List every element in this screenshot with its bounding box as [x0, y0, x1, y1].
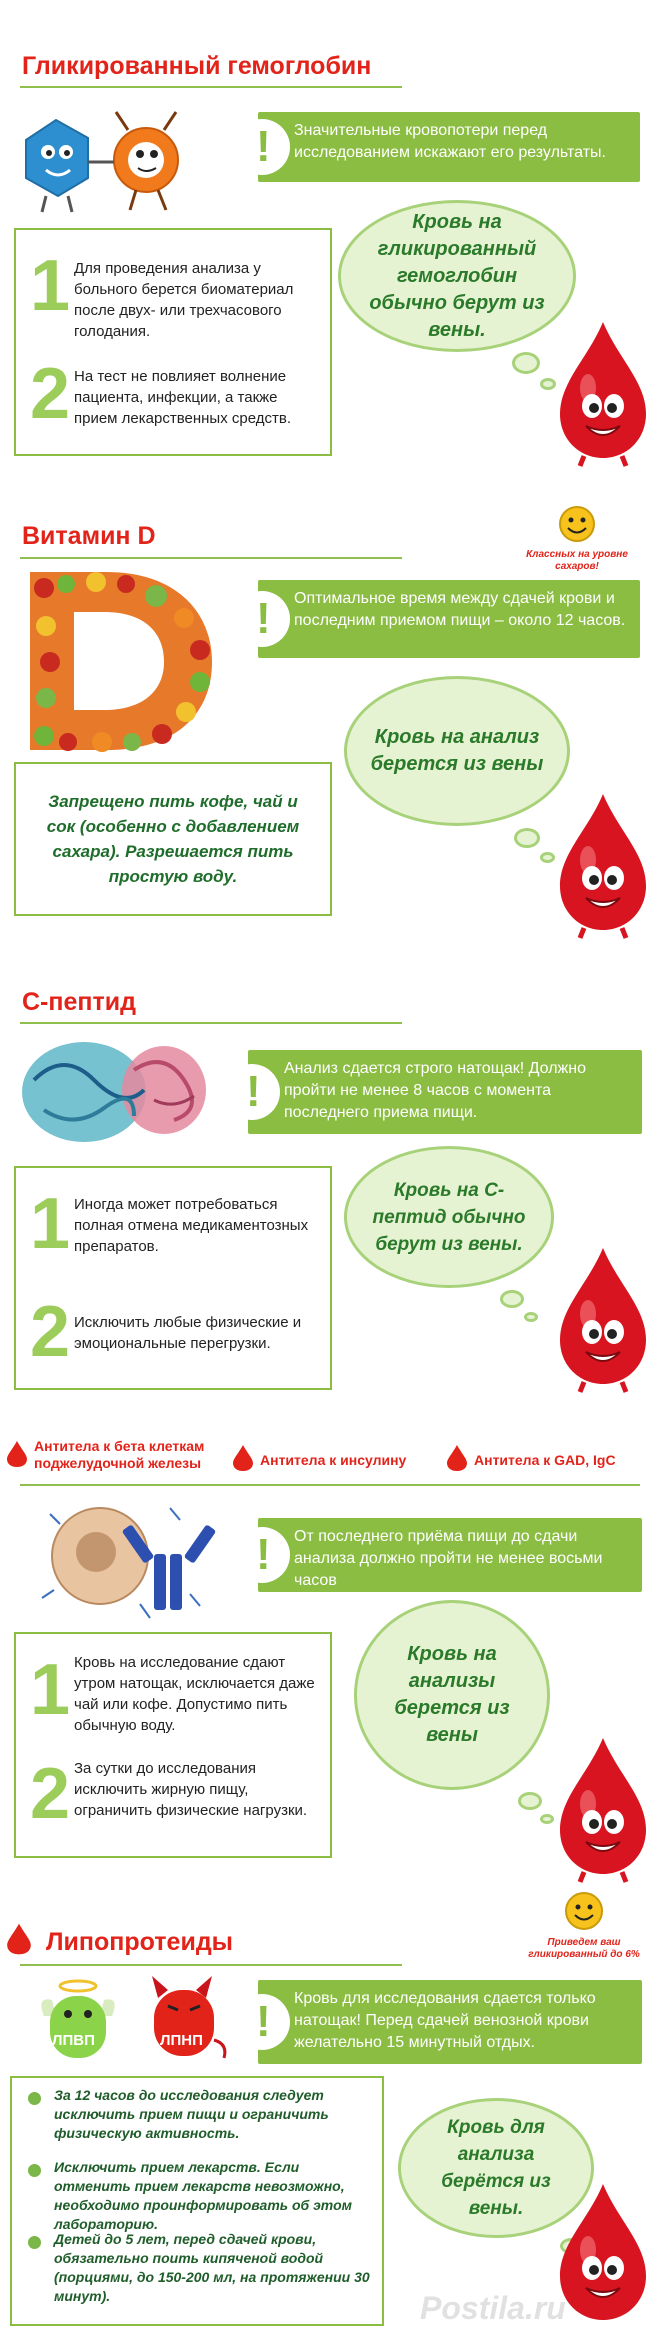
step-text: За сутки до исследования исключить жирную пищу, ограничить физические нагрузки.: [74, 1760, 308, 1819]
antibody-cell-image: [30, 1494, 230, 1626]
section-divider: [20, 1484, 640, 1486]
section-title-cpeptide: С-пептид: [22, 988, 136, 1016]
bullet-dot: [28, 2236, 41, 2249]
section-title-vitd: Витамин D: [22, 522, 156, 550]
blood-drop-icon: [232, 1444, 254, 1472]
section-underline: [20, 1964, 402, 1966]
ldl-label: ЛПНП: [160, 2032, 203, 2049]
warning-banner-vitd: [258, 580, 640, 658]
smiley-badge-hba1c: [518, 1890, 650, 1966]
warning-banner-hba1c: [258, 112, 640, 182]
step-number: 1: [30, 246, 71, 326]
blood-drop-mascot: [548, 1734, 658, 1884]
step-text: Иногда может потребоваться полная отмена медикаментозных препаратов.: [74, 1196, 309, 1255]
step-text: Исключить любые физические и эмоциональные перегрузки.: [74, 1314, 302, 1352]
step-number: 2: [30, 1754, 71, 1834]
section-title-lipo: Липопротеиды: [46, 1928, 234, 1956]
bullet-dot: [28, 2092, 41, 2105]
exclamation-icon: !: [234, 119, 290, 175]
steps-box-antibodies: [14, 1632, 332, 1858]
badge-text: Классных на уровне сахаров!: [526, 549, 628, 572]
blood-drop-icon: [6, 1440, 28, 1468]
badge-text: Приведем ваш гликированный до 6%: [528, 1937, 640, 1960]
blood-drop-icon: [6, 1922, 32, 1956]
step-number: 2: [30, 1292, 71, 1372]
blood-drop-mascot: [548, 318, 658, 468]
section-underline: [20, 86, 402, 88]
hdl-angel-image: [36, 1976, 120, 2068]
bubble-tail: [514, 828, 540, 848]
step-number: 2: [30, 354, 71, 434]
smiley-icon: [557, 504, 597, 544]
protein-structure-image: [14, 1030, 209, 1150]
bullet-text: Детей до 5 лет, перед сдачей крови, обязательно поить кипяченой водой (порциями, до 150-200 мл, на протяжении 30 минут).: [54, 2231, 370, 2304]
section-title-hba1c: Гликированный гемоглобин: [22, 52, 372, 80]
vitamin-d-letter-image: [16, 566, 221, 756]
steps-box-hba1c: [14, 228, 332, 456]
smiley-badge-sugar: [510, 504, 644, 572]
note-text: Запрещено пить кофе, чай и сок (особенно с добавлением сахара). Разрешается пить простую воду.: [46, 792, 300, 886]
thumbs-up-smiley-icon: [563, 1890, 605, 1932]
blood-drop-mascot: [548, 790, 658, 940]
speech-bubble-cpeptide: Кровь на С-пептид обычно берут из вены.: [344, 1146, 554, 1288]
bullets-box-lipo: [10, 2076, 384, 2326]
exclamation-icon: !: [224, 1064, 280, 1120]
watermark: Postila.ru: [420, 2290, 566, 2326]
antibody-label-gad: Антитела к GAD, IgC: [474, 1452, 616, 1468]
exclamation-icon: !: [234, 591, 290, 647]
molecule-characters-image: [16, 100, 196, 215]
warning-banner-antibodies: [258, 1518, 642, 1592]
blood-drop-mascot: [548, 1244, 658, 1394]
blood-drop-icon: [446, 1444, 468, 1472]
bullet-text: Исключить прием лекарств. Если отменить прием лекарств невозможно, необходимо проинформировать об этом лабораторию.: [54, 2159, 352, 2232]
step-text: Для проведения анализа у больного берется биоматериал после двух- или трехчасового голодания.: [74, 260, 294, 340]
banner-text: Кровь для исследования сдается только натощак! Перед сдачей венозной крови желательно 15 минутный отдых.: [294, 1990, 596, 2051]
banner-text: От последнего приёма пищи до сдачи анализа должно пройти не менее восьми часов: [294, 1528, 603, 1589]
speech-bubble-vitd: Кровь на анализ берется из вены: [344, 676, 570, 826]
warning-banner-lipo: [258, 1980, 642, 2064]
banner-text: Анализ сдается строго натощак! Должно пройти не менее 8 часов с момента последнего приема пищи.: [284, 1060, 586, 1121]
step-text: Кровь на исследование сдают утром натощак, исключается даже чай или кофе. Допустимо пить обычную воду.: [74, 1654, 315, 1734]
step-number: 1: [30, 1650, 71, 1730]
bullet-dot: [28, 2164, 41, 2177]
bubble-tail: [500, 1290, 524, 1308]
ldl-devil-image: [140, 1970, 230, 2070]
exclamation-icon: !: [234, 1527, 290, 1583]
speech-bubble-hba1c: Кровь на гликированный гемоглобин обычно берут из вены.: [338, 200, 576, 352]
steps-box-cpeptide: [14, 1166, 332, 1390]
speech-bubble-lipo: Кровь для анализа берётся из вены.: [398, 2098, 594, 2238]
bubble-tail: [518, 1792, 542, 1810]
bullet-text: За 12 часов до исследования следует исключить прием пищи и ограничить физическую активность.: [54, 2087, 329, 2141]
bubble-tail: [524, 1312, 538, 1322]
banner-text: Значительные кровопотери перед исследованием искажают его результаты.: [294, 122, 606, 161]
step-text: На тест не повлияет волнение пациента, инфекции, а также прием лекарственных средств.: [74, 368, 291, 427]
bubble-tail: [512, 352, 540, 374]
section-underline: [20, 557, 402, 559]
speech-bubble-antibodies: Кровь на анализы берется из вены: [354, 1600, 550, 1790]
step-number: 1: [30, 1184, 71, 1264]
section-underline: [20, 1022, 402, 1024]
hdl-label: ЛПВП: [52, 2032, 95, 2049]
exclamation-icon: !: [234, 1994, 290, 2050]
note-box-vitd: [14, 762, 332, 916]
banner-text: Оптимальное время между сдачей крови и последним приемом пищи – около 12 часов.: [294, 590, 626, 629]
antibody-label-insulin: Антитела к инсулину: [260, 1452, 407, 1468]
warning-banner-cpeptide: [248, 1050, 642, 1134]
antibody-label-beta-cells: Антитела к бета клеткам поджелудочной железы: [34, 1438, 205, 1471]
